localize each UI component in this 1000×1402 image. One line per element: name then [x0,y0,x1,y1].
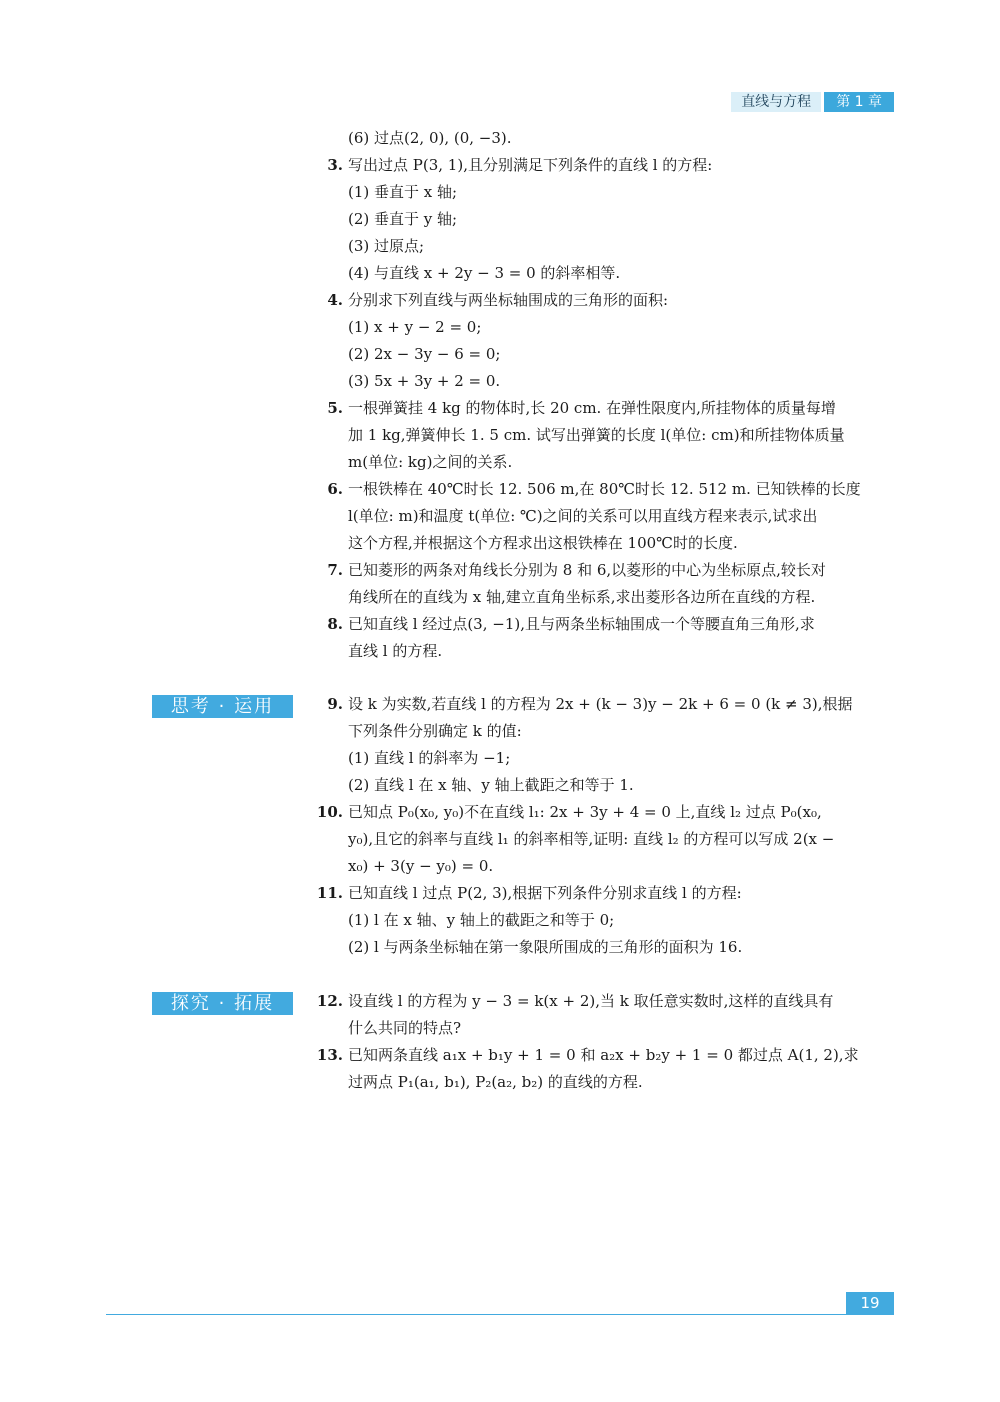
problem-number: 8. [327,615,343,633]
problem-3-line: 写出过点 P(3, 1),且分别满足下列条件的直线 l 的方程: [348,156,713,174]
problem-8-line: 直线 l 的方程. [348,642,443,660]
problem-10-line: 已知点 P₀(x₀, y₀)不在直线 l₁: 2x + 3y + 4 = 0 上,直线 l₂ 过点 P₀(x₀, [348,803,822,821]
problem-7-line: 角线所在的直线为 x 轴,建立直角坐标系,求出菱形各边所在直线的方程. [348,588,816,606]
problem-3-line: (3) 过原点; [348,237,425,255]
problem-3-line: (1) 垂直于 x 轴; [348,183,458,201]
problem-5-line: m(单位: kg)之间的关系. [348,453,513,471]
problem-4-line: (2) 2x − 3y − 6 = 0; [348,345,501,363]
section-label-think: 思考 · 运用 [152,695,293,718]
problem-6-line: 一根铁棒在 40℃时长 12. 506 m,在 80℃时长 12. 512 m. 已知铁棒的长度 [348,480,861,498]
problem-3-line: (2) 垂直于 y 轴; [348,210,458,228]
problem-12-line: 设直线 l 的方程为 y − 3 = k(x + 2),当 k 取任意实数时,这样的直线具有 [348,992,834,1010]
problem-number: 13. [316,1046,343,1064]
problem-3-line: (4) 与直线 x + 2y − 3 = 0 的斜率相等. [348,264,621,282]
problem-13-line: 已知两条直线 a₁x + b₁y + 1 = 0 和 a₂x + b₂y + 1 = 0 都过点 A(1, 2),求 [348,1046,859,1064]
footer-rule [106,1314,846,1315]
problem-8-line: 已知直线 l 经过点(3, −1),且与两条坐标轴围成一个等腰直角三角形,求 [348,615,815,633]
header-title: 直线与方程 [731,92,821,112]
problem-number: 9. [327,695,343,713]
running-header [731,92,894,112]
problem-9-line: (2) 直线 l 在 x 轴、y 轴上截距之和等于 1. [348,776,634,794]
problem-7-line: 已知菱形的两条对角线长分别为 8 和 6,以菱形的中心为坐标原点,较长对 [348,561,826,579]
problem-number: 3. [327,156,343,174]
problem-9-line: 下列条件分别确定 k 的值: [348,722,522,740]
problem-number: 11. [316,884,343,902]
problem-9-line: (1) 直线 l 的斜率为 −1; [348,749,511,767]
problem-4-line: 分别求下列直线与两坐标轴围成的三角形的面积: [348,291,669,309]
problem-4-line: (3) 5x + 3y + 2 = 0. [348,372,501,390]
problem-6-line: l(单位: m)和温度 t(单位: ℃)之间的关系可以用直线方程来表示,试求出 [348,507,818,525]
problem-10-line: y₀),且它的斜率与直线 l₁ 的斜率相等,证明: 直线 l₂ 的方程可以写成 2(x − [348,830,835,848]
problem-number: 7. [327,561,343,579]
problem-number: 12. [316,992,343,1010]
problem-number: 5. [327,399,343,417]
problem-9-line: 设 k 为实数,若直线 l 的方程为 2x + (k − 3)y − 2k + 6 = 0 (k ≠ 3),根据 [348,695,853,713]
problem-number: 4. [327,291,343,309]
problem-10-line: x₀) + 3(y − y₀) = 0. [348,857,494,875]
problem-4-line: (1) x + y − 2 = 0; [348,318,482,336]
problem-number: 10. [316,803,343,821]
problem-11-line: 已知直线 l 过点 P(2, 3),根据下列条件分别求直线 l 的方程: [348,884,742,902]
problem-12-line: 什么共同的特点? [348,1019,462,1037]
section-label-explore: 探究 · 拓展 [152,992,293,1015]
header-chapter: 第 1 章 [824,92,894,112]
problem-13-line: 过两点 P₁(a₁, b₁), P₂(a₂, b₂) 的直线的方程. [348,1073,643,1091]
problem-6-line: 这个方程,并根据这个方程求出这根铁棒在 100℃时的长度. [348,534,738,552]
problem-2-item-6: (6) 过点(2, 0), (0, −3). [348,129,512,147]
problem-5-line: 一根弹簧挂 4 kg 的物体时,长 20 cm. 在弹性限度内,所挂物体的质量每增 [348,399,836,417]
problem-number: 6. [327,480,343,498]
problem-5-line: 加 1 kg,弹簧伸长 1. 5 cm. 试写出弹簧的长度 l(单位: cm)和所挂物体质量 [348,426,845,444]
problem-11-line: (2) l 与两条坐标轴在第一象限所围成的三角形的面积为 16. [348,938,743,956]
page-number: 19 [846,1292,894,1315]
problem-11-line: (1) l 在 x 轴、y 轴上的截距之和等于 0; [348,911,615,929]
